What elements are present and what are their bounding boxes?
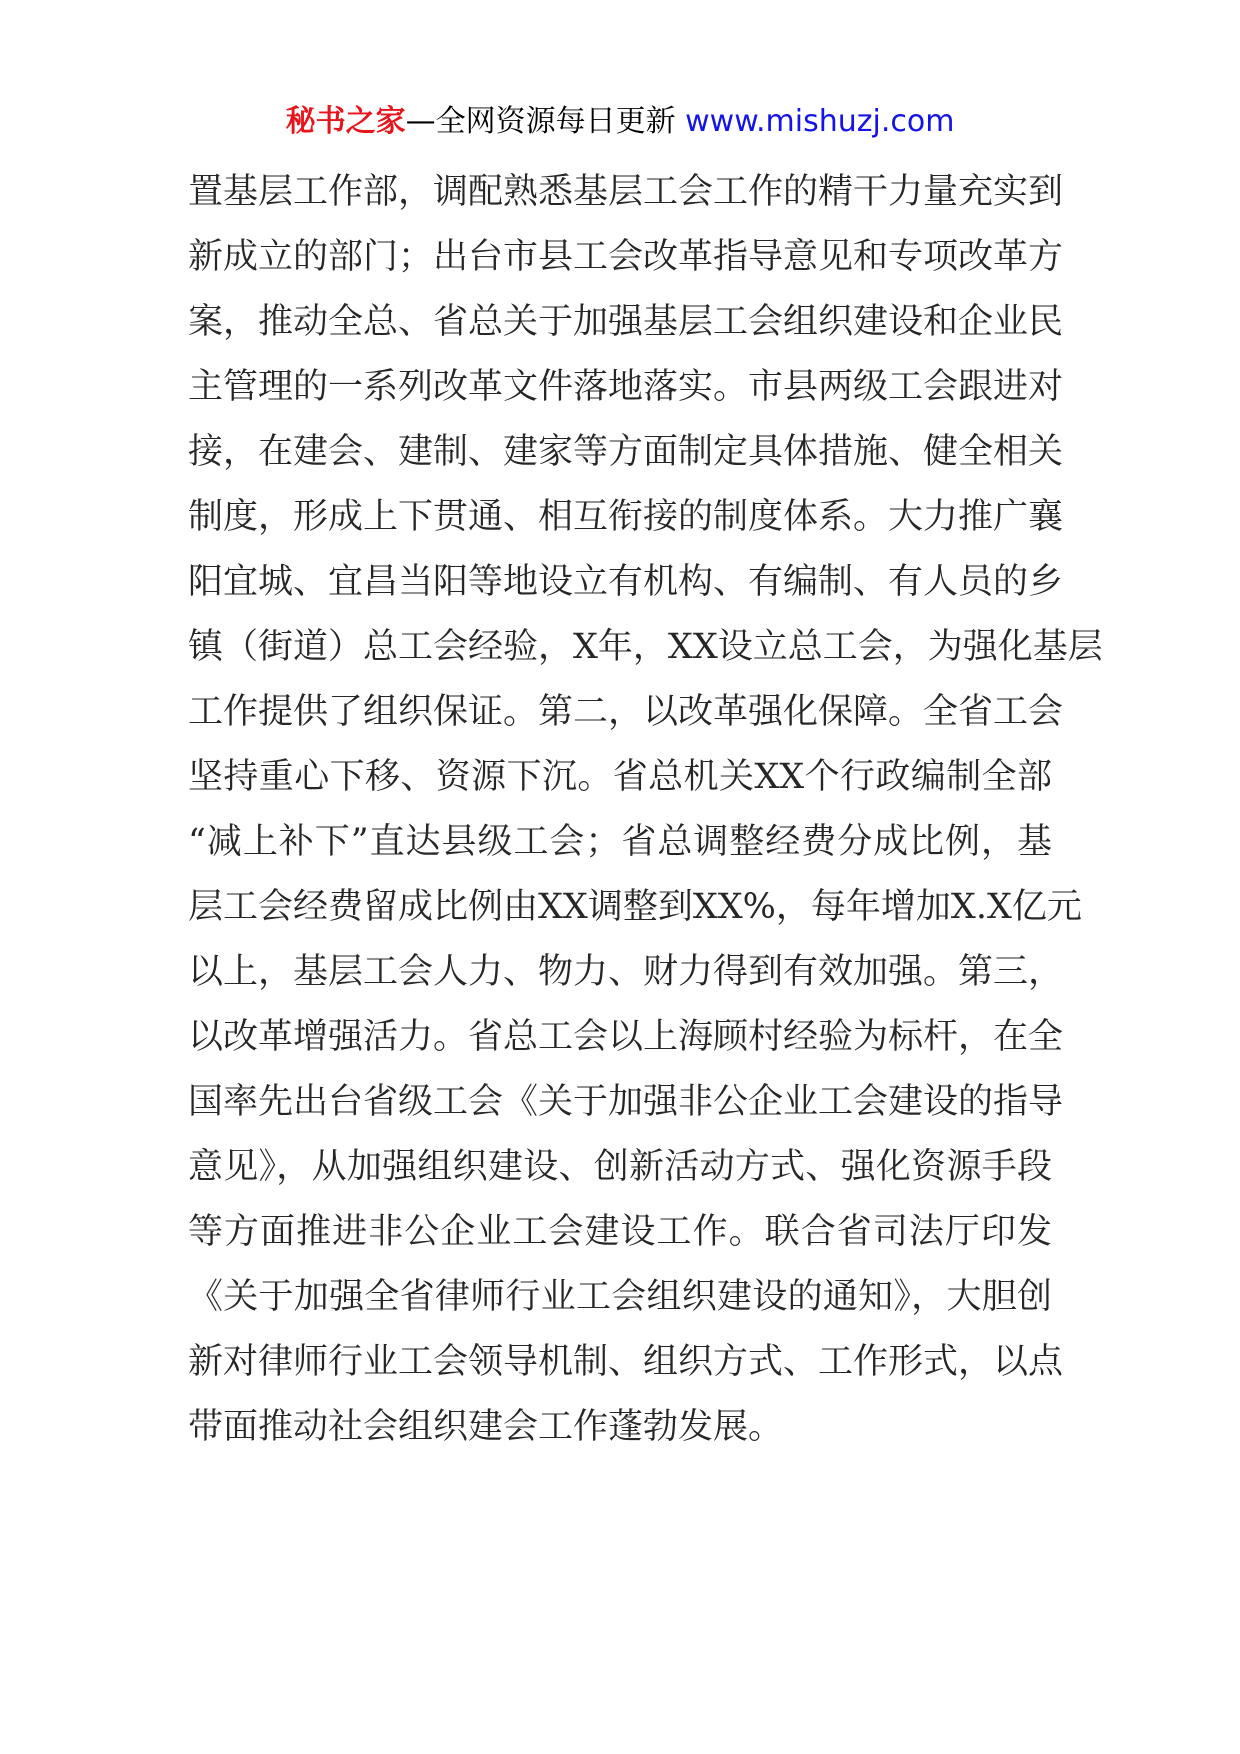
body-line: 新对律师行业工会领导机制、组织方式、工作形式，以点 — [188, 1342, 1064, 1382]
body-line: 以上，基层工会人力、物力、财力得到有效加强。第三， — [188, 952, 1064, 992]
body-line: 接，在建会、建制、建家等方面制定具体措施、健全相关 — [188, 432, 1064, 472]
body-line: 阳宜城、宜昌当阳等地设立有机构、有编制、有人员的乡 — [188, 562, 1064, 602]
body-line: 制度，形成上下贯通、相互衔接的制度体系。大力推广襄 — [188, 497, 1064, 537]
body-line: 意见》，从加强组织建设、创新活动方式、强化资源手段 — [188, 1147, 1052, 1187]
body-line: 新成立的部门；出台市县工会改革指导意见和专项改革方 — [188, 237, 1064, 277]
page-header — [0, 100, 1240, 144]
body-line: 带面推动社会组织建会工作蓬勃发展。 — [188, 1407, 784, 1447]
body-line: 国率先出台省级工会《关于加强非公企业工会建设的指导 — [188, 1082, 1064, 1122]
body-line: “减上补下”直达县级工会；省总调整经费分成比例，基 — [188, 822, 1052, 862]
body-line: 以改革增强活力。省总工会以上海顾村经验为标杆，在全 — [188, 1017, 1064, 1057]
header-url-link[interactable]: www.mishuzj.com — [685, 104, 955, 139]
body-line: 等方面推进非公企业工会建设工作。联合省司法厅印发 — [188, 1212, 1052, 1252]
body-line: 《关于加强全省律师行业工会组织建设的通知》，大胆创 — [188, 1277, 1052, 1317]
body-line: 主管理的一系列改革文件落地落实。市县两级工会跟进对 — [188, 367, 1064, 407]
header-brand: 秘书之家 — [285, 104, 406, 139]
body-line: 坚持重心下移、资源下沉。省总机关XX个行政编制全部 — [188, 757, 1052, 797]
body-line: 工作提供了组织保证。第二，以改革强化保障。全省工会 — [188, 692, 1064, 732]
header-tagline: —全网资源每日更新 — [405, 104, 676, 139]
body-line: 案，推动全总、省总关于加强基层工会组织建设和企业民 — [188, 302, 1064, 342]
body-line: 置基层工作部，调配熟悉基层工会工作的精干力量充实到 — [188, 172, 1064, 212]
body-line: 镇（街道）总工会经验，X年，XX设立总工会，为强化基层 — [188, 627, 1103, 667]
body-line: 层工会经费留成比例由XX调整到XX%，每年增加X.X亿元 — [188, 887, 1082, 927]
document-body — [188, 160, 1103, 1460]
